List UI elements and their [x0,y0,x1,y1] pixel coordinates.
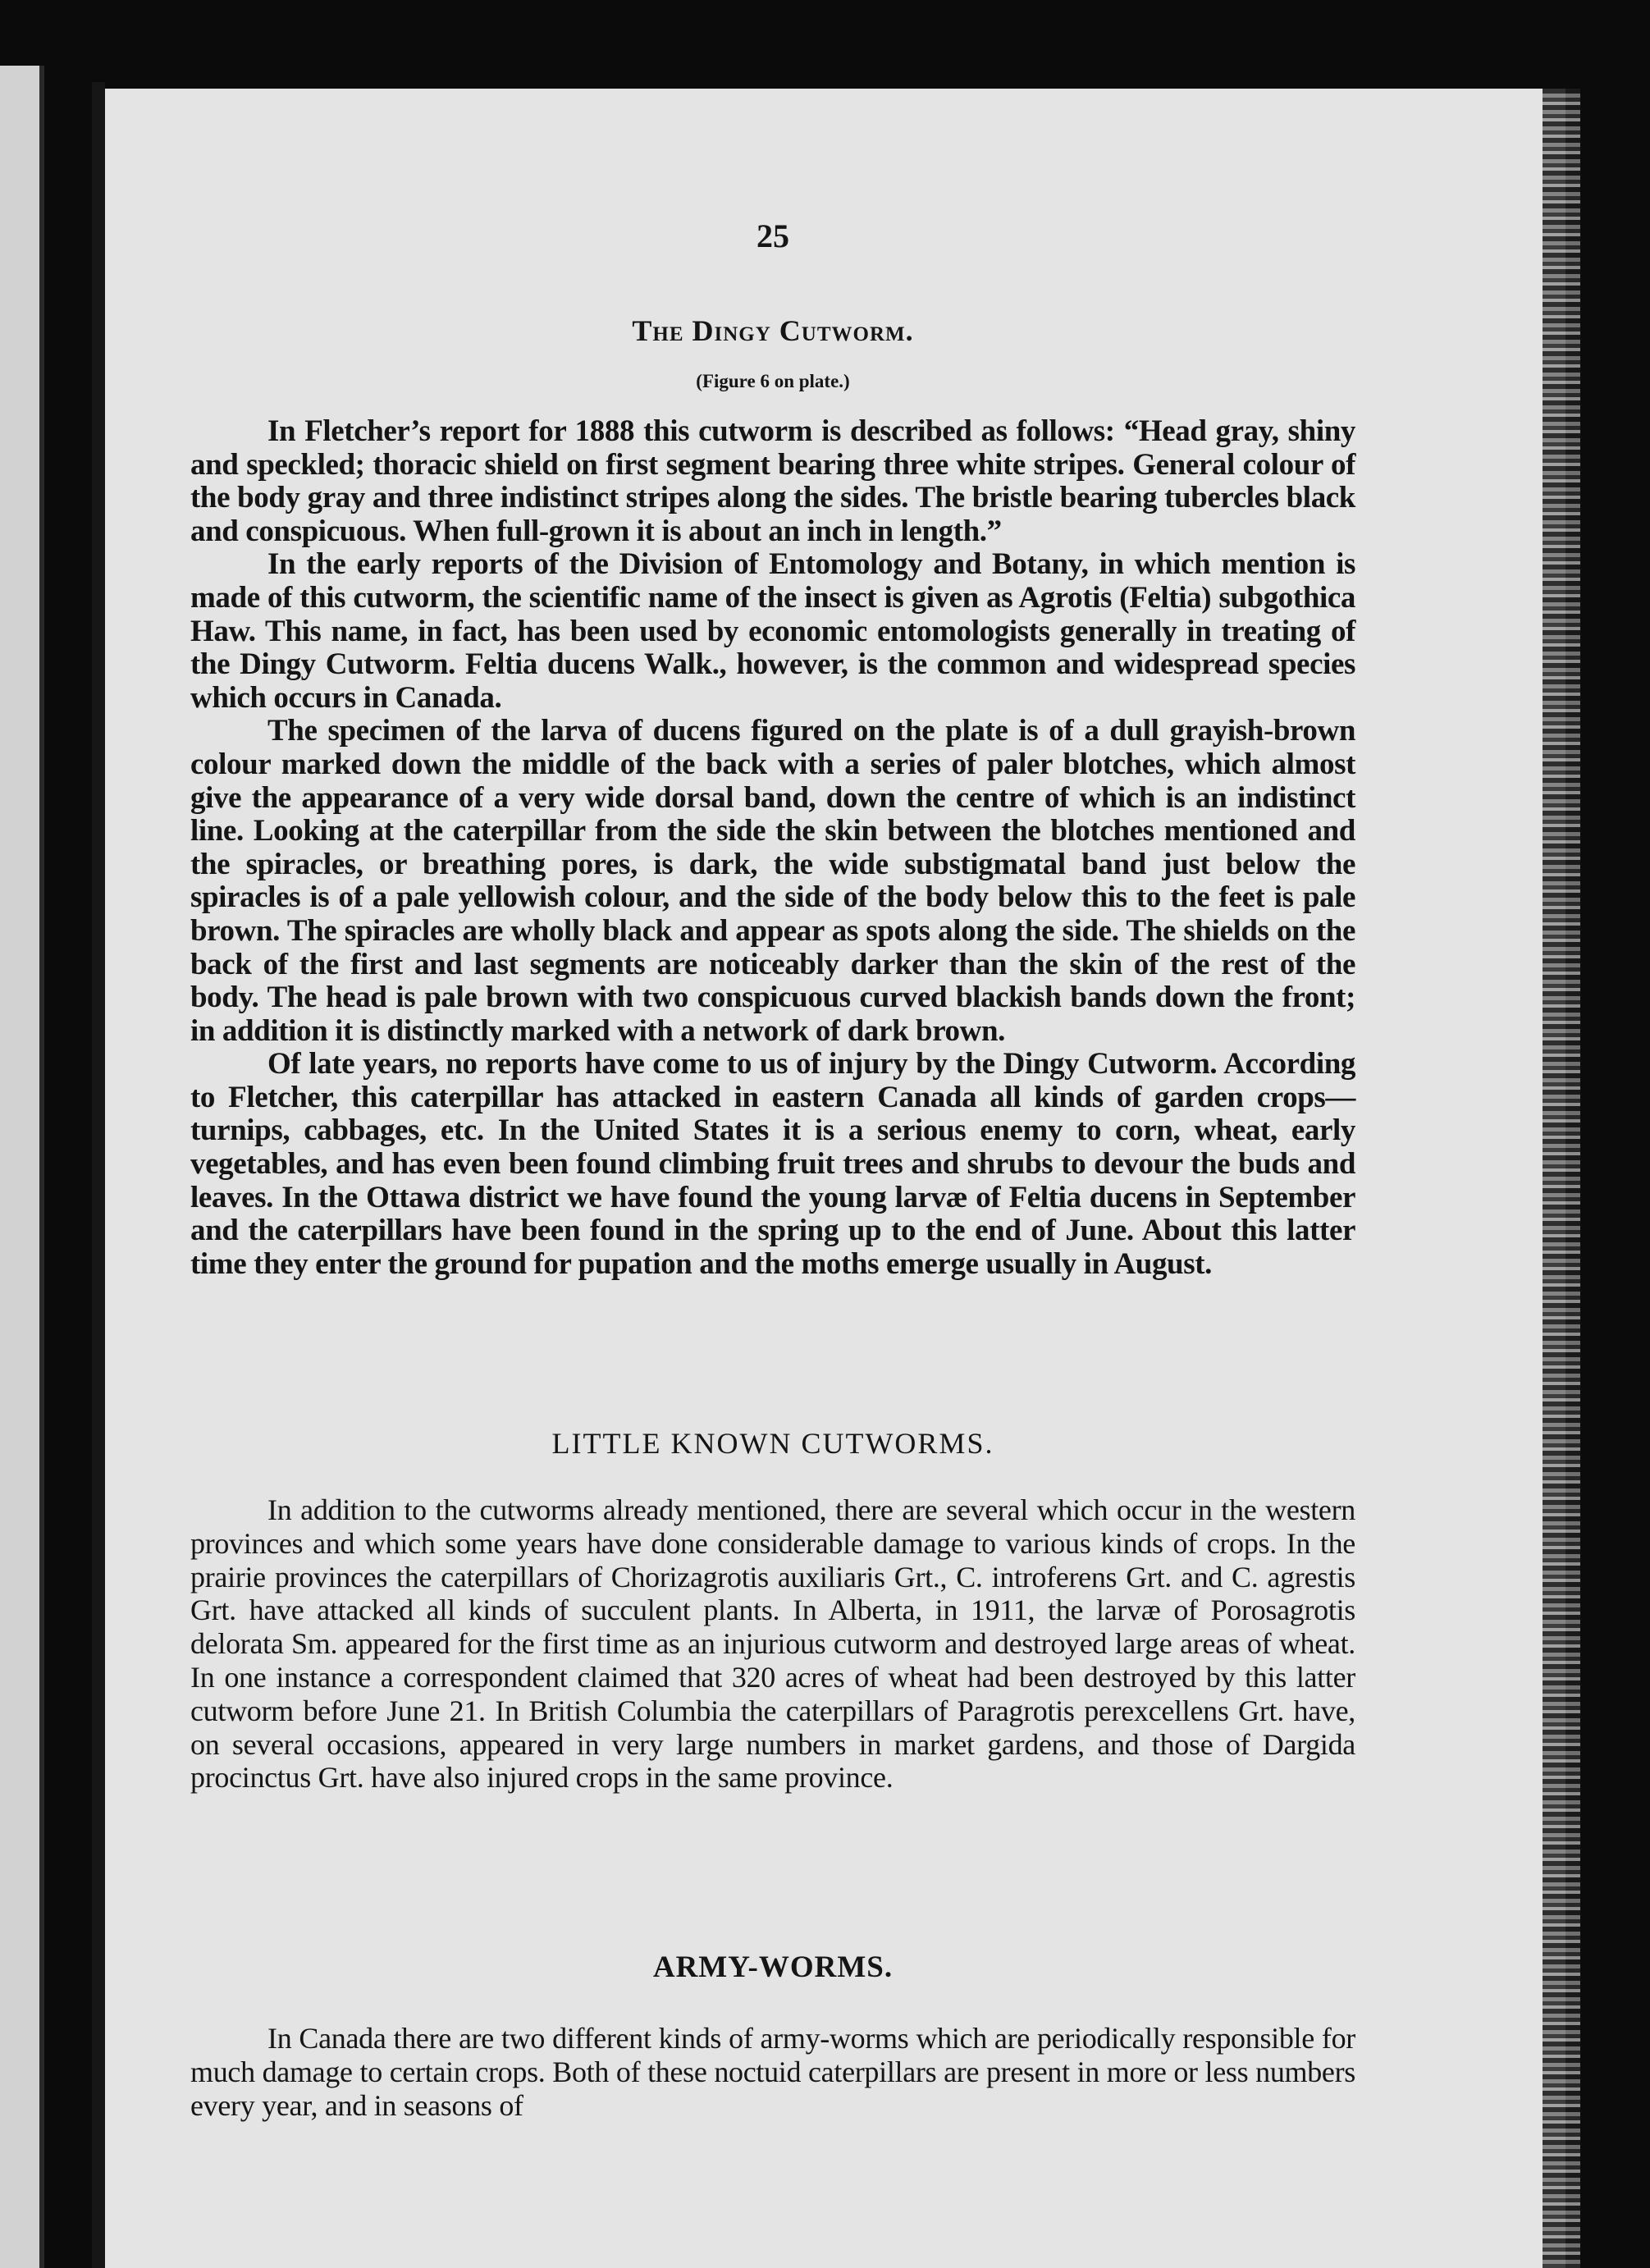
section-heading-army-worms: ARMY-WORMS. [652,1950,894,1984]
page-number: 25 [756,217,789,254]
paragraph-scientific-name: In the early reports of the Division of Entomology and Botany, in which mention is made of this cutworm, the scientific name of the insect is given as Agrotis (Feltia) subgothica Haw. This name, in fact, has been used by economic entomologists generally in treating of the Dingy Cutworm. Feltia ducens Walk., however, is the common and widespread species which occurs in Canada. [190,547,1355,715]
paragraph-fletcher-description: In Fletcher’s report for 1888 this cutworm is described as follows: “Head gray, shiny and speckled; thoracic shield on first segment bearing three white stripes. General colour of the body gray and three indistinct stripes along the sides. The bristle bearing tubercles black and conspicuous. When full-grown it is about an inch in length.” [190,414,1355,548]
figure-reference: (Figure 6 on plate.) [696,371,850,391]
paragraph-injury-reports: Of late years, no reports have come to us of injury by the Dingy Cutworm. According to Fletcher, this caterpillar has attacked in eastern Canada all kinds of garden crops—turnips, cabbages, etc. In the United States it is a serious enemy to corn, wheat, early vegetables, and has even been found climbing fruit trees and shrubs to devour the buds and leaves. In the Ottawa district we have found the young larvæ of Feltia ducens in September and the caterpillars have been found in the spring up to the end of June. About this latter time they enter the ground for pupation and the moths emerge usually in August. [190,1047,1355,1281]
paragraph-larva-description: The specimen of the larva of ducens figured on the plate is of a dull grayish-brown colour marked down the middle of the back with a series of paler blotches, which almost give the appearance of a very wide dorsal band, down the centre of which is an indistinct line. Looking at the caterpillar from the side the skin between the blotches mentioned and the spiracles, or breathing pores, is dark, the wide substigmatal band just below the spiracles is of a pale yellowish colour, and the side of the body below this to the feet is pale brown. The spiracles are wholly black and appear as spots along the side. The shields on the back of the first and last segments are noticeably darker than the skin of the rest of the body. The head is pale brown with two conspicuous curved blackish bands down the front; in addition it is distinctly marked with a network of dark brown. [190,714,1355,1048]
paragraph-block-little-known [190,1493,1355,1795]
scan-margin-left [0,66,44,2268]
paragraph-army-worms-intro: In Canada there are two different kinds of army-worms which are periodically responsible for much damage to certain crops. Both of these noctuid caterpillars are present in more or less numbers every year, and in seasons of [190,2022,1355,2122]
paragraph-western-cutworms: In addition to the cutworms already mentioned, there are several which occur in the western provinces and which some years have done considerable damage to various kinds of crops. In the prairie provinces the caterpillars of Chorizagrotis auxiliaris Grt., C. introferens Grt. and C. agrestis Grt. have attacked all kinds of succulent plants. In Alberta, in 1911, the larvæ of Porosagrotis delorata Sm. appeared for the first time as an injurious cutworm and destroyed large areas of wheat. In one instance a correspondent claimed that 320 acres of wheat had been destroyed by this latter cutworm before June 21. In British Columbia the caterpillars of Paragrotis perexcellens Grt. have, on several occasions, appeared in very large numbers in market gardens, and those of Dargida procinctus Grt. have also injured crops in the same province. [190,1493,1355,1795]
page-stack-edge [1543,89,1580,2268]
section-heading-dingy-cutworm: The Dingy Cutworm. [632,314,914,347]
section-heading-little-known-cutworms: LITTLE KNOWN CUTWORMS. [551,1427,994,1460]
paragraph-block-army-worms [190,2022,1355,2122]
paragraph-block-dingy [190,415,1355,1281]
page-binding-edge [92,82,105,2268]
